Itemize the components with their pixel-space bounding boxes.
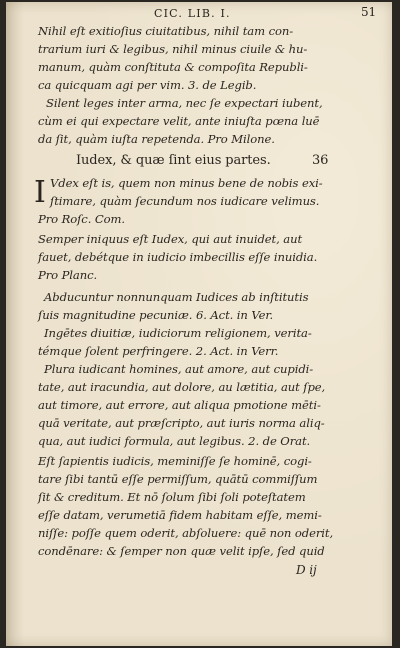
text-line-12: Pro Roſc. Com. xyxy=(38,212,126,226)
text-line-1: Nihil eſt exitioſius ciuitatibus, nihil tam con- xyxy=(38,24,294,38)
text-line-20: Plura iudicant homines, aut amore, aut cupidi- xyxy=(44,362,314,376)
section-heading: Iudex, & quæ ſint eius partes. xyxy=(76,153,271,168)
text-line-21: tate, aut iracundia, aut dolore, au lætitia, aut ſpe, xyxy=(38,380,326,394)
text-line-7: da ſit, quàm iuſta repetenda. Pro Milone. xyxy=(38,132,275,146)
text-line-30: condēnare: & ſemper non quæ velit ipſe, ſed quid xyxy=(38,544,325,558)
book-page xyxy=(6,2,392,646)
text-line-4: ca quicquam agi per vim. 3. de Legib. xyxy=(38,78,257,92)
text-line-14: fauet, debétque in iudicio imbecillis eſſe inuidia. xyxy=(38,250,318,264)
signature-mark: D ij xyxy=(296,563,317,577)
text-line-25: Eſt ſapientis iudicis, meminiſſe ſe hominē, cogi- xyxy=(38,454,312,468)
text-line-28: eſſe datam, verumetiā fidem habitam eſſe, memi- xyxy=(38,508,322,522)
text-line-6: cùm ei qui expectare velit, ante iniuſta pœna luē xyxy=(38,114,320,128)
text-line-19: témque ſolent perfringere. 2. Act. in Verr. xyxy=(38,344,279,358)
text-line-5: Silent leges inter arma, nec ſe expectari iubent, xyxy=(46,96,323,110)
text-line-29: niſſe: poſſe quem oderit, abſoluere: quē non oderit, xyxy=(38,526,334,540)
page-number: 51 xyxy=(361,5,377,19)
drop-cap-I: I xyxy=(34,175,46,210)
section-number: 36 xyxy=(312,153,329,168)
text-line-13: Semper iniquus eſt Iudex, qui aut inuidet, aut xyxy=(38,232,303,246)
text-line-18: Ingētes diuitiæ, iudiciorum religionem, verita- xyxy=(44,326,312,340)
text-line-27: ſit & creditum. Et nō ſolum ſibi ſoli poteſtatem xyxy=(38,490,306,504)
text-line-16: Abducuntur nonnunquam Iudices ab inſtitutis xyxy=(44,290,309,304)
text-line-23: quā veritate, aut præſcripto, aut iuris norma aliq- xyxy=(38,416,325,430)
text-line-15: Pro Planc. xyxy=(38,268,98,282)
text-line-24: qua, aut iudici formula, aut legibus. 2. de Orat. xyxy=(38,434,311,448)
text-line-22: aut timore, aut errore, aut aliqua pmotione mēti- xyxy=(38,398,321,412)
text-line-10: Vdex eſt is, quem non minus bene de nobis exi- xyxy=(50,176,323,190)
running-title: CIC. LIB. I. xyxy=(154,7,231,20)
text-line-2: trarium iuri & legibus, nihil minus ciuile & hu- xyxy=(38,42,308,56)
text-line-3: manum, quàm conſtituta & compoſita Republi- xyxy=(38,60,308,74)
text-line-17: ſuis magnitudine pecuniæ. 6. Act. in Ver. xyxy=(38,308,274,322)
text-line-11: ſtimare, quàm ſecundum nos iudicare velimus. xyxy=(50,194,320,208)
text-line-26: tare ſibi tantū eſſe permiſſum, quātū commiſſum xyxy=(38,472,318,486)
